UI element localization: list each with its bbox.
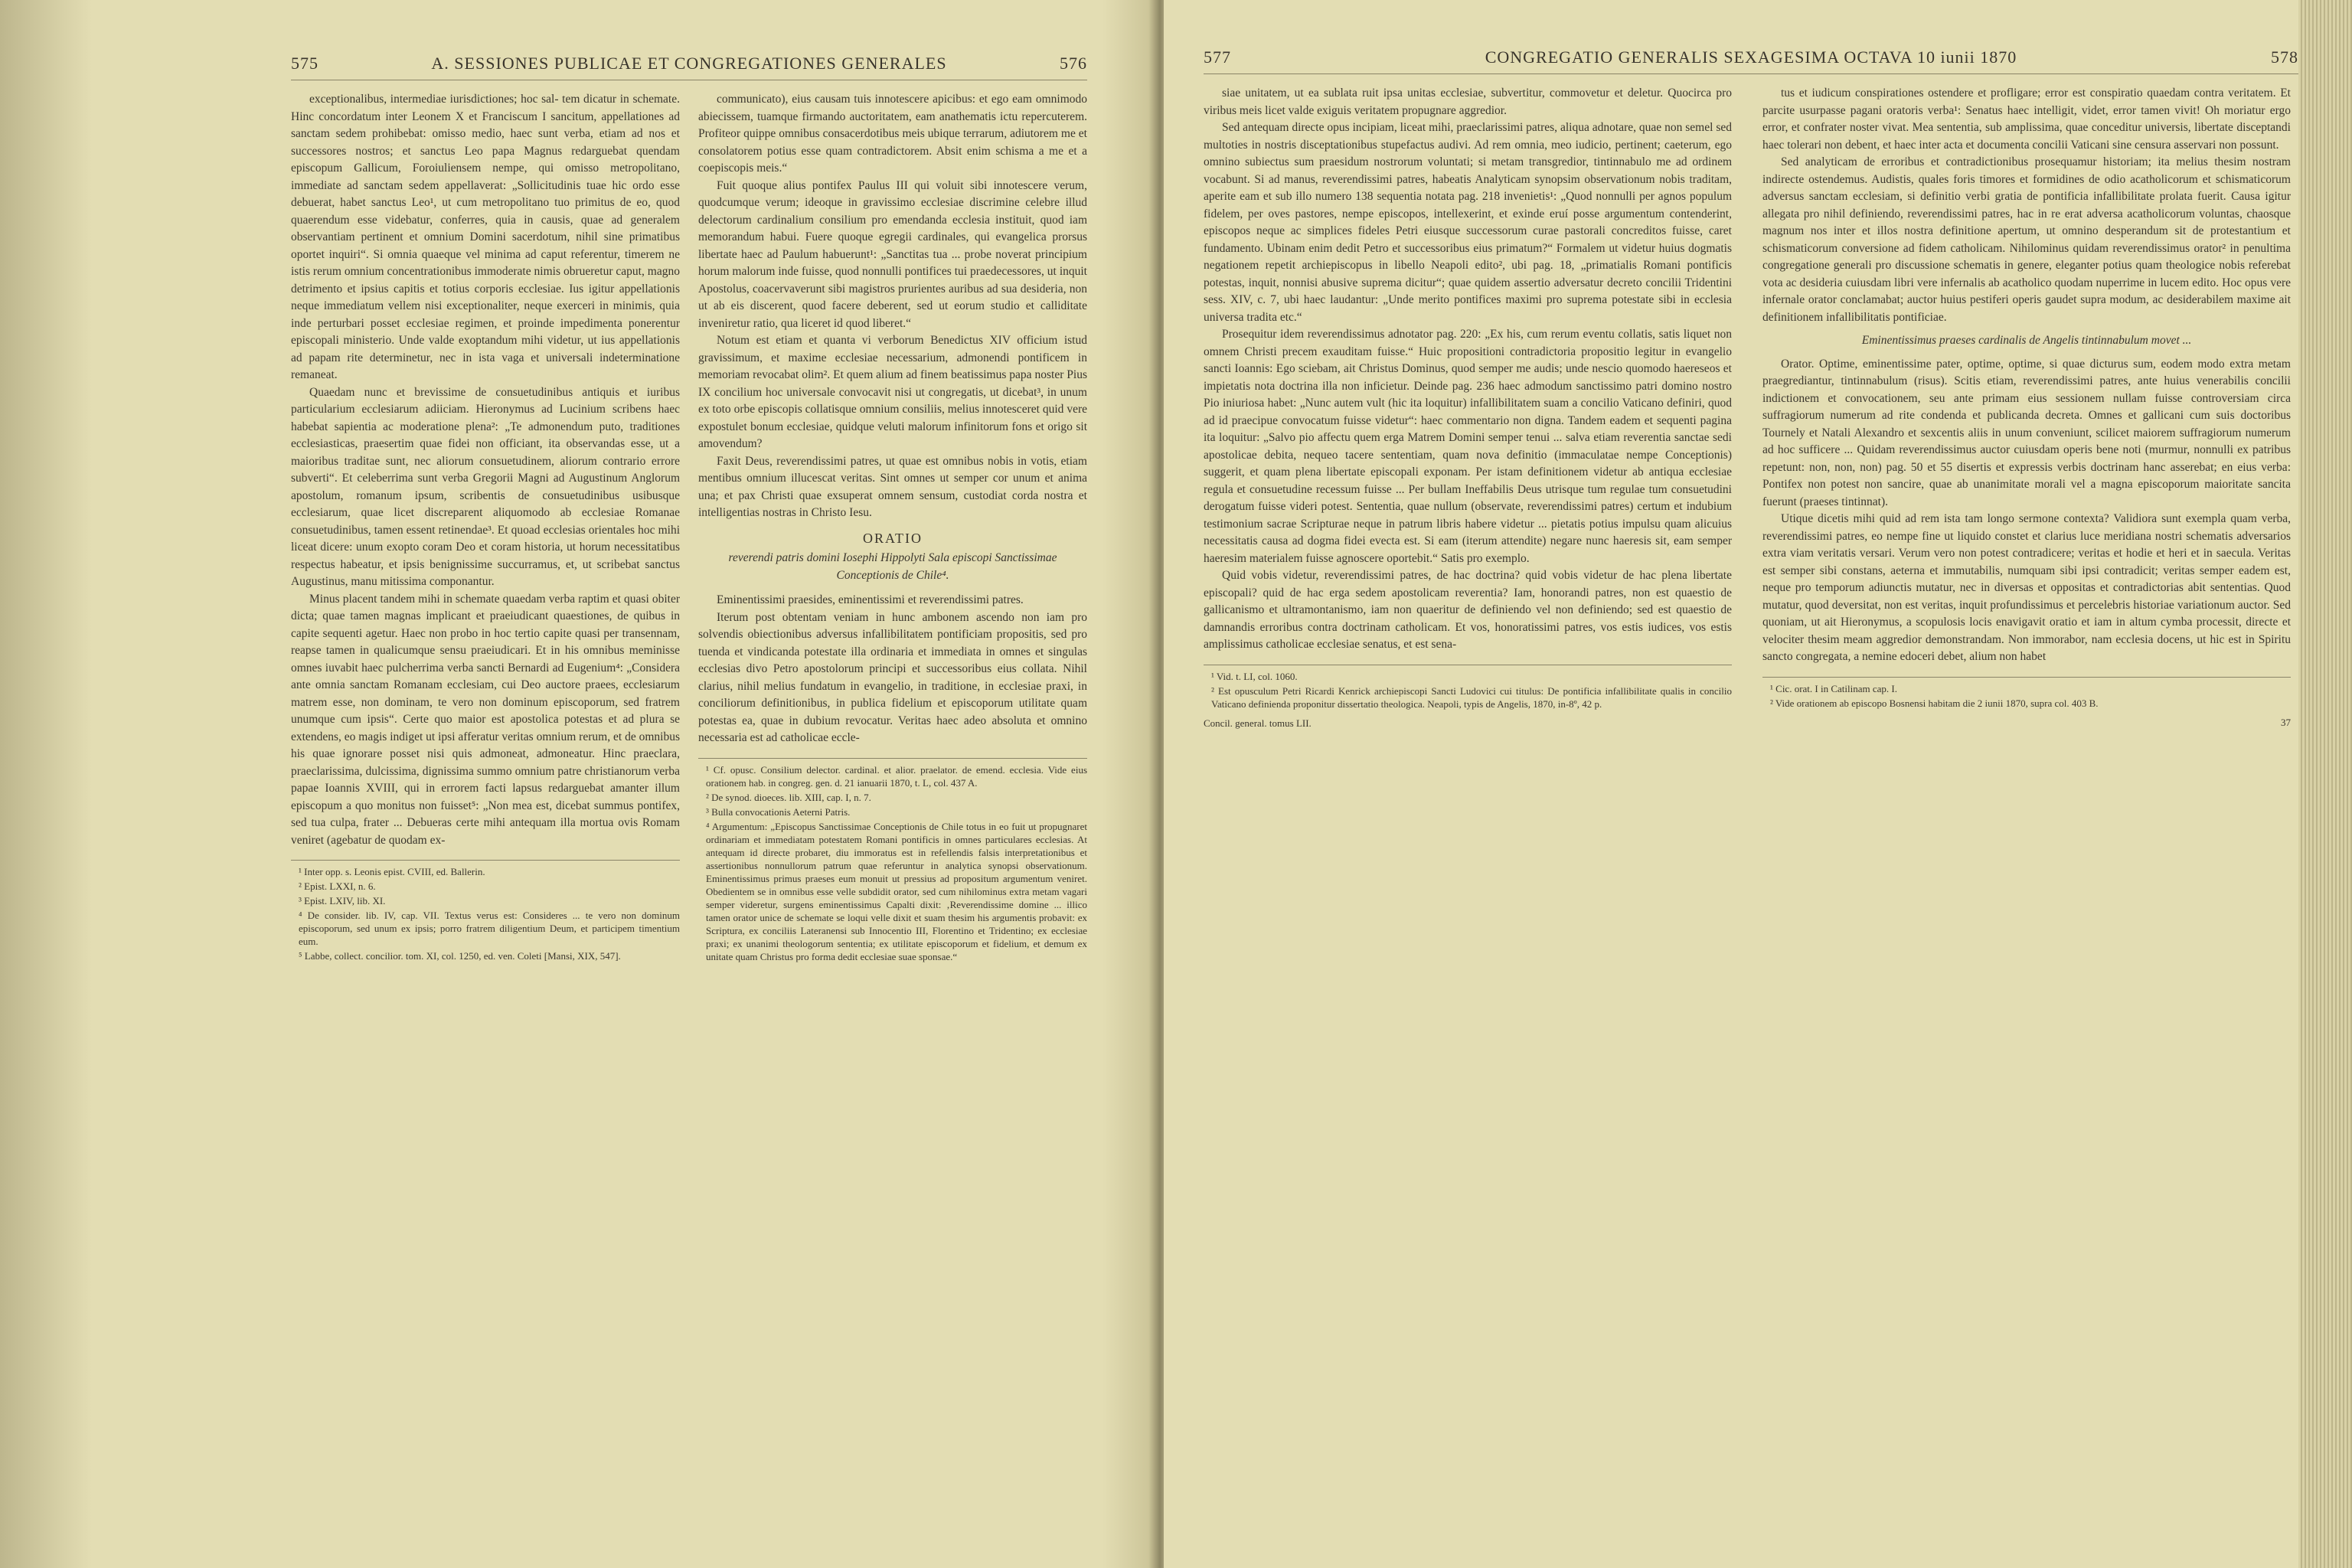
footnote: ² Est opusculum Petri Ricardi Kenrick archiepiscopi Sancti Ludovici cui titulus: De pontificia infallibilitate qualis in concilio Vaticano definienda proponitur dissertatio theologica. Neapoli, typis de Angelis, 1870, in-8º, 42 p. [1211, 684, 1732, 710]
stage-direction: Eminentissimus praeses cardinalis de Angelis tintinnabulum movet ... [1861, 334, 2192, 347]
right-column-2 [1762, 85, 2291, 732]
paragraph: Fuit quoque alius pontifex Paulus III qui voluit sibi innotescere verum, quodcumque verum; ideoque in gravissimo ecclesiae discrimine celebre illud delectorum cardinalium consilium pro emendanda ecclesia instituit, quod iam memorandum habui. Fuere quoque egregii cardinales, qui evangelica prorsus libertate haec ad Paulum habuerunt¹: „Sanctitas tua ... probe noverat principium horum malorum inde fuisse, quod nonnulli pontifices tui praedecessores, ut inquit Apostolus, coacervaverunt sibi magistros prurientes auribus ad sua desideria, non ut ab eis discerent, quod facere deberent, sed ut eorum studio et calliditate inveniretur ratio, qua liceret id quod liberet.“ [698, 178, 1087, 330]
page-edge-right [2298, 0, 2352, 1568]
footnotes [291, 860, 680, 962]
right-page-columns [1204, 85, 2298, 732]
left-column-2 [698, 91, 1087, 965]
section-subheading: reverendi patris domini Iosephi Hippolyti Sala episcopi Sanctissimae Conceptionis de Chile⁴. [728, 551, 1057, 582]
left-page-columns [291, 91, 1087, 965]
footnote: ¹ Cf. opusc. Consilium delector. cardinal. et alior. praelator. de emend. ecclesia. Vide eius orationem hab. in congreg. gen. d. 21 ianuarii 1870, t. L, col. 437 A. [706, 763, 1087, 789]
paragraph: communicato), eius causam tuis innotescere apicibus: et ego eam omnimodo abiecissem, tuamque firmando auctoritatem, eam anathematis ictu repercuterem. Profiteor quippe omnibus consacerdotibus meis ubique terrarum, adiutorem me et consolatorem potius esse quam contradictorem. Absit enim schisma a me et a coepiscopis meis.“ [698, 93, 1087, 175]
paragraph: exceptionalibus, intermediae iurisdictiones; hoc sal- tem dicatur in schemate. Hinc concordatum inter Leonem X et Franciscum I sancitum, appellationes ad sanctam sedem prohibebat: omisso medio, haec sunt verba, etiam ad nos et successores nostros; et sanctus Leo papa Magnus redarguebat quendam episcopum Gallicum, Foroiuliensem nempe, qui omisso metropolitano, immediate ad sanctam sedem appellaverat: „Sollicitudinis tuae hic ordo esse debuerat, habet sanctus Leo¹, ut cum metropolitano tuo primitus de eo, quod quaerendum esse videbatur, conferres, quia in causis, quae ad generalem observantiam pertinent et omnium Domini sacerdotum, nihil sine primatibus oportet inquiri“. Si omnia quaeque vel minima ad caput referentur, timerem ne istis rerum omnium concentrationibus immoderate nimis obrueretur caput, magno detrimento et ipsius capitis et totius corporis ecclesiae. Ius igitur appellationis neque immediatum vellem nisi exceptionaliter, neque exerceri in minimis, quia inde perturbari posset ecclesiae regimen, et proinde impedimenta ponerentur episcopali ministerio. Unde valde exoptandum mihi videtur, ut ius appellationis ad papam rite determinetur, nec in ista vaga et universali indeterminatione remaneat. [291, 93, 680, 381]
footnote: ⁴ De consider. lib. IV, cap. VII. Textus verus est: Consideres ... te vero non dominum episcoporum, sed unum ex ipsis; porro fratrem diligentium Deum, et participem timentium eum. [299, 910, 680, 947]
paragraph: Utique dicetis mihi quid ad rem ista tam longo sermone contexta? Validiora sunt exempla quam verba, reverendissimi patres, eo nempe fine ut liquido constet et clarius luce meridiana nostri schematis adversarios extra viam veritatis versari. Verum vero non potest contradicere; veritas et hodie et heri et in saecula. Veritas est semper sibi constans, aeterna et immutabilis, numquam sibi ipsi contradicit; veritas semper eadem est, neque pro temporum adiunctis mutatur, nec in diversas et oppositas et contradictorias abit sententias. Quod mutatur, quod deversitat, non est veritas, inquit profundissimus et percelebris historiae variationum auctor. Sed quoniam, ut ait Hieronymus, a scopulosis locis enavigavit oratio et iam in altum cymba processit, directe et velociter thesim meam aggredior demonstrandam. Non immorabor, nam ecclesia docens, ut hic est in Spiritu sancto congregata, a nemine edoceri debet, alium non habet [1762, 512, 2291, 663]
signature-mark: Concil. general. tomus LII. [1204, 717, 1312, 729]
footnote: ² Vide orationem ab episcopo Bosnensi habitam die 2 iunii 1870, supra col. 403 B. [1770, 697, 2099, 709]
footnote: ⁴ Argumentum: „Episcopus Sanctissimae Conceptionis de Chile totus in eo fuit ut propugnaret ordinariam et immediatam potestatem Romani pontificis in omnes particulares ecclesias. At antequam id directe probaret, diu immoratus est in refellendis falsis interpretationibus et assertionibus nonnullorum patrum quae referuntur in analytica synopsi observationum. Eminentissimus primus praeses eum monuit ut pressius ad propositum argumentum veniret. Obedientem se in omnibus esse velle subdidit orator, sed cum nihilominus extra metam vagari semper videretur, surgens eminentissimus Capalti dixit: ‚Reverendissime domine ... illico tamen orator unice de schemate se loqui velle dixit et suam thesim his argumentis probavit: ex Scriptura, ex conciliis Lateranensi sub Innocentio III, Florentino et Tridentino; ex ecclesiae praxi; ex unanimi theologorum sententia; ex utilitate episcoporum et fidelium, et demum ex unitate quam Christus pro forma dedit ecclesiae suae sponsae.“ [706, 820, 1087, 962]
running-head-left [291, 46, 1087, 80]
page-number-578: 578 [2271, 47, 2298, 67]
page-number-575: 575 [291, 54, 318, 73]
paragraph: Minus placent tandem mihi in schemate quaedam verba raptim et quasi obiter dicta; quae tamen magnas implicant et praeiudicant quaestiones, de quibus in capite sequenti agetur. Haec non probo in hoc tertio capite quasi per transennam, reapse tamen in qualicumque sensu praeiudicari. Et in his omnibus meminisse omnes iuvabit haec pulcherrima verba sancti Bernardi ad Eugenium⁴: „Considera ante omnia sanctam Romanam ecclesiam, cui Deo auctore praees, ecclesiarum matrem esse, non dominam, te vero non dominum episcoporum, sed fratrem unumque cum ipsis“. Certe quo maior est apostolica potestas et ad plura se extendens, eo magis indiget ut ipsi afferatur veritas omnium rerum, et de omnibus his quae ignorare posset nisi quis admoneat, admoneatur. Hinc praeclara, praeclarissima, dulcissima, dignissima summo omnium patre christianorum verba papae Ioannis XVIII, qui in errorem facti lapsus redarguebat amanter illum episcopum a quo monitus non fuisset⁵: „Non mea est, dicebat summus pontifex, sed tua culpa, frater ... Debueras certe mihi antequam illa mortua ovis Romam veniret (agebatur de quodam ex- [291, 592, 680, 847]
footnotes [698, 758, 1087, 963]
footnote: ² Epist. LXXI, n. 6. [299, 880, 376, 892]
paragraph: Faxit Deus, reverendissimi patres, ut quae est omnibus nobis in votis, etiam mentibus omnium illucescat veritas. Sint omnes ut semper cor unum et anima una; et pax Christi quae exsuperat omnem sensum, custodiat corda nostra et intelligentias nostras in Christo Iesu. [698, 454, 1087, 519]
footnote: ¹ Vid. t. LI, col. 1060. [1211, 670, 1298, 682]
running-head-title-left: A. SESSIONES PUBLICAE ET CONGREGATIONES GENERALES [431, 54, 947, 73]
right-column-1 [1204, 85, 1732, 732]
signature-line [1204, 715, 1732, 733]
footnote: ⁵ Labbe, collect. concilior. tom. XI, col. 1250, ed. ven. Coleti [Mansi, XIX, 547]. [299, 950, 621, 962]
paragraph: Notum est etiam et quanta vi verborum Benedictus XIV officium istud gravissimum, et maxime ecclesiae necessarium, admonendi pontificem in memoriam revocabat olim². Et quem alium ad finem beatissimus papa noster Pius IX concilium hoc universale convocavit nisi ut congregatis, ut dicebat³, in unum ex toto orbe episcopis collatisque omnium consiliis, melius innotesceret quid vere expostulet bonum ecclesiae, quidque veluti malorum infinitorum fons et origo sit amovendum? [698, 334, 1087, 450]
footnote: ³ Bulla convocationis Aeterni Patris. [706, 805, 851, 818]
section-heading: ORATIO [863, 530, 923, 546]
paragraph: Quid vobis videtur, reverendissimi patres, de hac doctrina? quid vobis videtur de hac plena libertate episcopali? quid de hac erga sedem apostolicam reverentia? Iam, honorandi patres, non est quaestio de gallicanismo et ultramontanismo, iam non quaeritur de definiendo vel non definiendo; sed est quaestio de damnandis erroribus contra doctrinam catholicam. Et vos, honoratissimi patres, vos estis iudices, vos estis amplissimus catholicae ecclesiae senatus, et est sena- [1204, 569, 1732, 651]
signature-number: 37 [2281, 716, 2291, 728]
page-edge-left [0, 0, 92, 1568]
footnote: ¹ Inter opp. s. Leonis epist. CVIII, ed. Ballerin. [299, 866, 485, 877]
left-page [0, 0, 1148, 1568]
page-number-576: 576 [1060, 54, 1087, 73]
footnote: ¹ Cic. orat. I in Catilinam cap. I. [1770, 682, 1897, 694]
paragraph: Iterum post obtentam veniam in hunc ambonem ascendo non iam pro solvendis obiectionibus adversus infallibilitatem pontificiam propositis, sed pro tuenda et vindicanda potestate illa ordinaria et immediata in omnes et singulas ecclesias divo Petro apostolorum principi et successoribus eius collata. Nihil clarius, nihil melius fundatum in evangelio, in traditione, in ecclesiae praxi, in conciliorum definitionibus, in publica fidelium et episcoporum utilitate quam potestas ea, quae in dubium revocatur. Veritas haec adeo absoluta et omnino necessaria est ad catholicae eccle- [698, 610, 1087, 744]
paragraph: tus et iudicum conspirationes ostendere et profligare; error est conspiratio quaedam contra veritatem. Et parcite usurpasse pagani oratoris verba¹: Senatus haec intelligit, videt, error tamen vivit! Oh moriatur ergo error, et confrater noster vivat. Mea sententia, sub amplissima, quae conceditur universis, libertate disceptandi haec tolerari non debent, et haec inter acta et documenta concilii Vaticani sine censura asservari non possunt. [1762, 87, 2291, 152]
paragraph: Orator. Optime, eminentissime pater, optime, optime, si quae dicturus sum, eodem modo extra metam praegrediantur, tintinnabulum (risus). Scitis etiam, reverendissimi patres, ante huius venerabilis concilii indictionem et convocationem, seu ante primam eius sessionem nullam fuisse controversiam circa suffragiorum numerum ad rite condenda et publicanda decreta. Omnes et gallicani cum suis doctoribus Tournely et Natali Alexandro et sexcentis aliis in unum conveniunt, scilicet maiorem suffragiorum numerum ad hoc sufficere ... Quidam reverendissimus auctor cuiusdam operis bene noti (murmur, nonnulli ex patribus repetunt: non, non, non) pag. 50 et 55 disertis et expressis verbis doctrinam hanc asserebat; en eius verba: Pontifex non potest non sancire, quae ab unanimitate morali vel a magna episcoporum maioritate sancita fuerunt (praeses tintinnat). [1762, 357, 2291, 508]
paragraph: siae unitatem, ut ea sublata ruit ipsa unitas ecclesiae, subvertitur, commovetur et deletur. Quocirca pro viribus meis licet valde exiguis veritatem propugnare aggredior. [1204, 87, 1732, 117]
signature-line-right [1762, 714, 2291, 732]
right-page [1164, 0, 2352, 1568]
footnote: ² De synod. dioeces. lib. XIII, cap. I, n. 7. [706, 791, 871, 803]
footnotes [1204, 665, 1732, 710]
paragraph: Prosequitur idem reverendissimus adnotator pag. 220: „Ex his, cum rerum eventu collatis, satis liquet non omnem Christi precem exauditam fuisse.“ Huic propositioni contradictoria propositio legitur in evangelio sancti Ioannis: Ego sciebam, ait Christus Dominus, quod semper me audis; unde nescio quomodo haereseos et impietatis nota doctrina illa non inficietur. Deinde pag. 236 haec admodum sanctissimo patri domino nostro Pio iniuriosa habet: „Nunc autem vult (hic ita loquitur) infallibilitatem suam a concilio Vaticano definiri, quod ad id praecipue convocatum fuisse videtur“: haec commentario non digna. Tandem eadem et sequenti pagina ita loquitur: „Salvo pio affectu quem erga Matrem Domini semper tenui ... salva etiam reverentia sanctae sedi apostolicae debita, nequeo tacere sententiam, quam nova definitio (immaculatae nempe Conceptionis) suggerit, et quam plena libertate episcopali exponam. Per istam definitionem videtur ab antiqua ecclesiae regula et consuetudine recessum fuisse ... Per bullam Ineffabilis Deus utrisque tum regulae tum consuetudini derogatum fuisse videri potest. Sententia, quae nullum (observate, reverendissimi patres) certum et indubium testimonium sacrae Scripturae neque in patrum libris habere videtur ... pietatis potius impulsu quam alicuius necessitatis causa ad dogma fidei evecta est. Si eam (iterum attendite) negare nunc haeresis sit, eam semper haeresim materialem fuisse agnoscere oportebit.“ Satis pro exemplo. [1204, 328, 1732, 565]
paragraph: Quaedam nunc et brevissime de consuetudinibus antiquis et iuribus particularium ecclesiarum adiiciam. Hieronymus ad Lucinium scribens haec habebat sapientia ac moderatione plena²: „Te admonendum puto, traditiones ecclesiasticas, praesertim quae fidei non officiant, ita observandas esse, ut a maioribus traditae sunt, nec aliorum consuetudinem, aliorum contrario errore subverti“. Et celeberrima sunt verba Gregorii Magni ad Augustinum Anglorum apostolum, romanum ipsum, scribentis de consuetudinibus usibusque ecclesiarum, quae licet discreparent aliquomodo ab ecclesiae Romanae consuetudinibus, tamen essent retinendae³. Et quoad ecclesias orientales hoc mihi liceat dicere: unum exopto coram Deo et coram historia, ut horum necessitatibus respectus habeatur, et ipsis benignissime succurramus, et, ut scribebat sanctus Augustinus, manu mitissima componantur. [291, 385, 680, 588]
paragraph: Sed analyticam de erroribus et contradictionibus prosequamur historiam; ita melius thesim nostram indirecte ostendemus. Audistis, quales foris timores et formidines de odio acatholicorum et schismaticorum adversus sanctam ecclesiam, si definitio verbi gratia de pontificia infallibilitate prolata fuerit. Causa igitur allegata pro nihil definiendo, reverendissimi patres, hac in re erat adversa acatholicorum voluntas, chaosque magnum nos inter et illos nostra definitione apertum, ut omnino desperandum sit de protestantium et schismaticorum conversione ad fidem catholicam. Nihilominus quidam reverendissimus orator² in penultima congregatione generali pro discussione schematis in genere, eleganter potius quam theologice nobis referebat vota ac desideria cuiusdam libri vere infernalis ab acatholico quodam nuperrime in lucem edito. Hoc opus vere infernale orator conclamabat; auctor huius pestiferi operis gaudet supra modum, ac desiderabilem maxime ait definitionem infallibilitatis pontificiae. [1762, 155, 2291, 324]
running-head-right [1204, 40, 2298, 74]
paragraph: Sed antequam directe opus incipiam, liceat mihi, praeclarissimi patres, aliqua adnotare, quae non semel sed multoties in nostris disceptationibus stupefactus audivi. Ad rem omnia, meo iudicio, pertinent; caeterum, ego omnino subiectus sum praesidum nostrorum voluntati; si metam transgredior, tintinnabulo me ad ordinem vocabunt. Si ad manus, reverendissimi patres, habeatis Analyticam synopsim observationum nobis traditam, aperite eam et sub illo numero 138 sequentia notata pag. 218 invenietis¹: „Quod nonnulli per agnos populum fidelem, per oves pastores, nempe episcopos, intellexerint, et exinde eruí posse argumentum contenderint, episcopos neque ac simplices fideles Petri eiusque successorum curae pastorali concreditos fuisse, caret fundamento. Ubinam enim dedit Petro et successoribus eius primatum?“ Formalem ut videtur huius dogmatis negationem repetit archiepiscopus in libello Neapoli edito², ubi pag. 18, „primatialis Romani pontificis potestas, inquit, nonnisi abusive suprema dicitur“; quae quidem assertio adversatur decreto concilii Tridentini sess. XIV, c. 7, ubi haec laudantur: „Unde merito pontifices maximi pro suprema potestate sibi in ecclesia universa tradita etc.“ [1204, 121, 1732, 324]
paragraph: Eminentissimi praesides, eminentissimi et reverendissimi patres. [717, 593, 1024, 606]
footnotes [1762, 677, 2291, 710]
left-column-1 [291, 91, 680, 965]
footnote: ³ Epist. LXIV, lib. XI. [299, 895, 386, 906]
page-number-577: 577 [1204, 47, 1231, 67]
running-head-title-right: CONGREGATIO GENERALIS SEXAGESIMA OCTAVA 10 iunii 1870 [1485, 47, 2017, 67]
